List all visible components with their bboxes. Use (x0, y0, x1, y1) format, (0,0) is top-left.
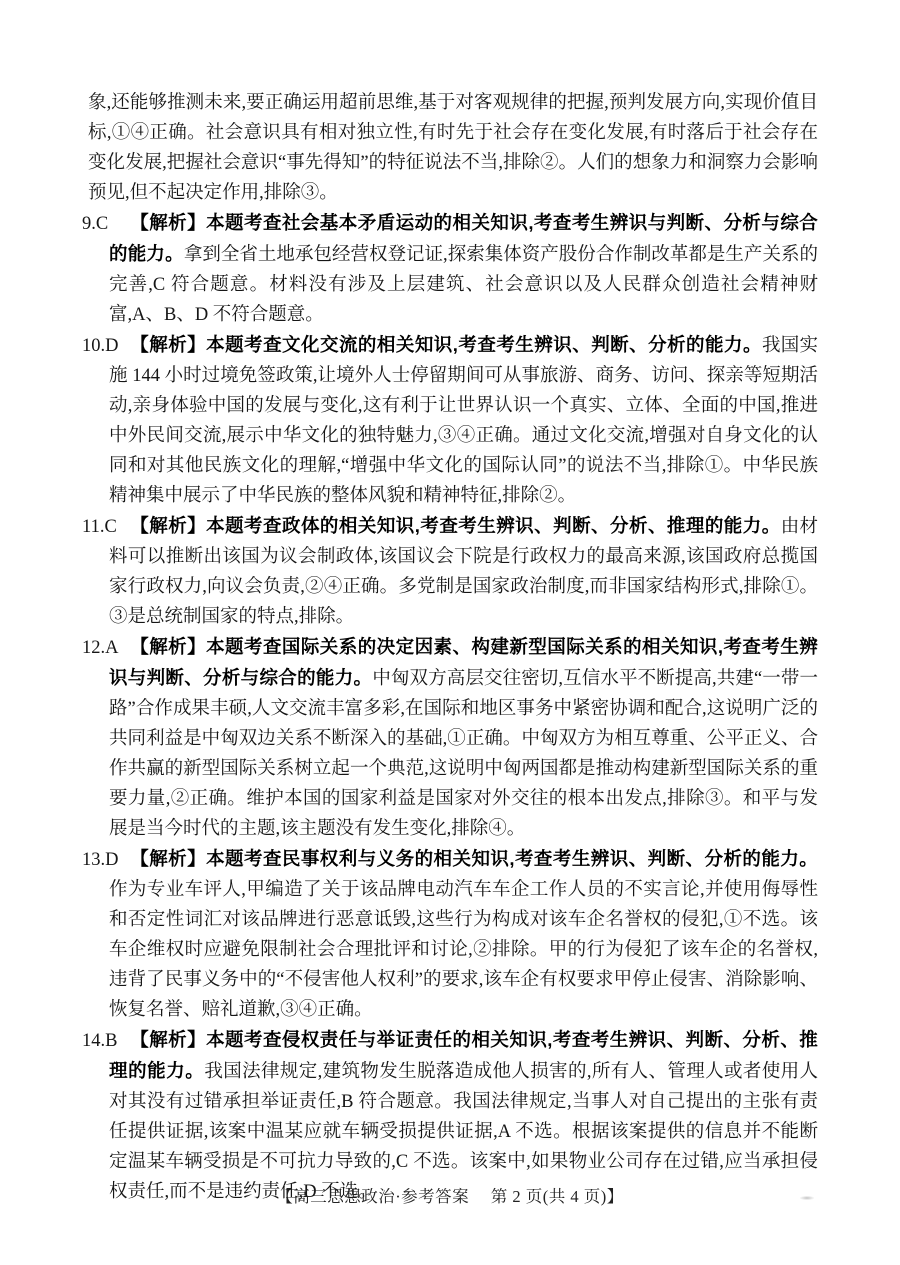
continuation-paragraph: 象,还能够推测未来,要正确运用超前思维,基于对客观规律的把握,预判发展方向,实现价值目标,①④正确。社会意识具有相对独立性,有时先于社会存在变化发展,有时落后于社会存在变化发展,把握社会意识“事先得知”的特征说法不当,排除②。人们的想象力和洞察力会影响预见,但不起决定作用,排除③。 (88, 93, 818, 203)
scan-artifact (800, 1196, 814, 1200)
analysis-body: 我国实施 144 小时过境免签政策,让境外人士停留期间可从事旅游、商务、访问、探亲等短期活动,亲身体验中国的发展与变化,这有利于让世界认识一个真实、立体、全面的中国,推进中外民间交流,展示中华文化的独特魅力,③④正确。通过文化交流,增强对自身文化的认同和对其他民族文化的理解,“增强中华文化的国际认同”的说法不当,排除①。中华民族精神集中展示了中华民族的整体风貌和精神特征,排除②。 (109, 336, 818, 506)
item-number: 12.A (82, 638, 119, 658)
item-number: 14.B (82, 1031, 118, 1051)
item-number: 10.D (82, 336, 119, 356)
analysis-lead: 【解析】本题考查政体的相关知识,考查考生辨识、判断、分析、推理的能力。 (130, 515, 781, 536)
answer-key-content (82, 88, 818, 1207)
item-number: 13.D (82, 850, 119, 870)
answer-item-14 (82, 1025, 818, 1207)
analysis-lead: 【解析】本题考查侵权责任与举证责任的相关知识,考查考生辨识、判断、分析、推理的能力。 (109, 1029, 818, 1081)
analysis-body: 拿到全省土地承包经营权登记证,探索集体资产股份合作制改革都是生产关系的完善,C 符合题意。材料没有涉及上层建筑、社会意识以及人民群众创造社会精神财富,A、B、D 不符合题意。 (109, 245, 818, 325)
answer-item-13 (82, 844, 818, 1025)
answer-item-11 (82, 511, 818, 632)
analysis-lead: 【解析】本题考查国际关系的决定因素、构建新型国际关系的相关知识,考查考生辨识与判断、分析与综合的能力。 (109, 636, 818, 688)
analysis-lead: 【解析】本题考查社会基本矛盾运动的相关知识,考查考生辨识与判断、分析与综合的能力。 (109, 212, 818, 264)
item-number: 9.C (82, 214, 109, 234)
answer-item-9 (82, 208, 818, 330)
page-footer: 【高三思想政治·参考答案 第 2 页(共 4 页)】 (276, 1187, 624, 1206)
analysis-body: 中匈双方高层交往密切,互信水平不断提高,共建“一带一路”合作成果丰硕,人文交流丰富多彩,在国际和地区事务中紧密协调和配合,这说明广泛的共同利益是中匈双边关系不断深入的基础,①正确。中匈双方为相互尊重、公平正义、合作共赢的新型国际关系树立起一个典范,这说明中匈两国都是推动构建新型国际关系的重要力量,②正确。维护本国的国家利益是国家对外交往的根本出发点,排除③。和平与发展是当今时代的主题,该主题没有发生变化,排除④。 (109, 669, 818, 839)
analysis-body: 我国法律规定,建筑物发生脱落造成他人损害的,所有人、管理人或者使用人对其没有过错承担举证责任,B 符合题意。我国法律规定,当事人对自己提出的主张有责任提供证据,该案中温某应就车辆受损提供证据,A 不选。根据该案提供的信息并不能断定温某车辆受损是不可抗力导致的,C 不选。该案中,如果物业公司存在过错,应当承担侵权责任,而不是违约责任,D 不选。 (109, 1062, 818, 1202)
analysis-lead: 【解析】本题考查文化交流的相关知识,考查考生辨识、判断、分析的能力。 (130, 334, 762, 355)
answer-item-12 (82, 632, 818, 844)
analysis-body: 由材料可以推断出该国为议会制政体,该国议会下院是行政权力的最高来源,该国政府总揽国家行政权力,向议会负责,②④正确。多党制是国家政治制度,而非国家结构形式,排除①。③是总统制国家的特点,排除。 (109, 517, 818, 627)
answer-item-10 (82, 330, 818, 511)
analysis-body: 作为专业车评人,甲编造了关于该品牌电动汽车车企工作人员的不实言论,并使用侮辱性和否定性词汇对该品牌进行恶意诋毁,这些行为构成对该车企名誉权的侵犯,①不选。该车企维权时应避免限制社会合理批评和讨论,②排除。甲的行为侵犯了该车企的名誉权,违背了民事义务中的“不侵害他人权利”的要求,该车企有权要求甲停止侵害、消除影响、恢复名誉、赔礼道歉,③④正确。 (109, 880, 818, 1020)
analysis-lead: 【解析】本题考查民事权利与义务的相关知识,考查考生辨识、判断、分析的能力。 (130, 848, 818, 869)
item-number: 11.C (82, 517, 117, 537)
